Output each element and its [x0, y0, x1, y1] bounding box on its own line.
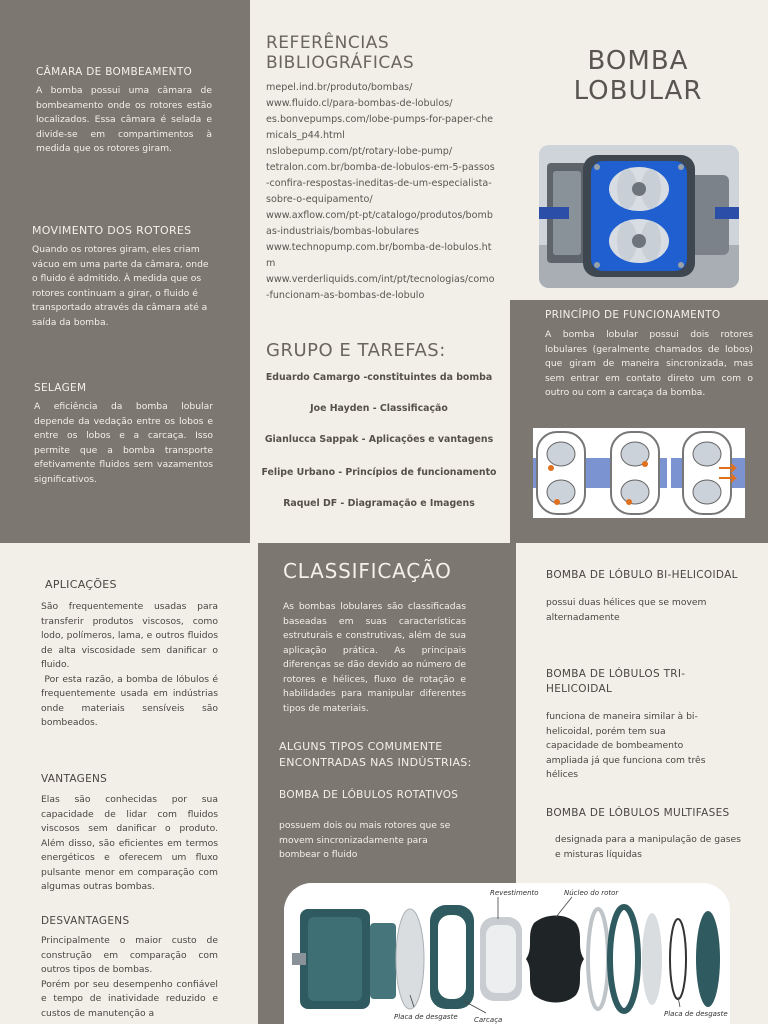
cycle-stage-1	[533, 432, 603, 514]
disadvantages-title: DESVANTAGENS	[41, 915, 130, 927]
advantages-text: Elas são conhecidas por sua capacidade de lidar com fluidos viscosos sem danificar o produto. Além disso, são eficientes em termos energéticos e oferecem um fluxo pulsante menor em comparação com algumas outras bombas.	[41, 794, 218, 892]
group-member: Felipe Urbano - Princípios de funcionamento	[261, 467, 497, 478]
applications-text-2: Por esta razão, a bomba de lóbulos é frequentemente usada em indústrias onde materiais sensíveis são bombeados.	[41, 673, 221, 728]
tri-helical-title: BOMBA DE LÓBULOS TRI-HELICOIDAL	[546, 668, 686, 695]
reference-item[interactable]: tetralon.com.br/bomba-de-lobulos-em-5-passos-confira-respostas-ineditas-de-um-especialista-sobre-o-equipamento/	[266, 162, 495, 205]
chamber-title: CÂMARA DE BOMBEAMENTO	[36, 66, 193, 78]
reference-item[interactable]: es.bonvepumps.com/lobe-pumps-for-paper-chemicals_p44.html	[266, 114, 494, 141]
group-title: GRUPO E TAREFAS:	[266, 340, 446, 361]
exploded-view-image	[284, 883, 730, 1024]
group-member: Raquel DF - Diagramação e Imagens	[283, 498, 475, 509]
applications-panel	[0, 543, 258, 1024]
group-member: Gianlucca Sappak - Aplicações e vantagens	[264, 434, 494, 445]
principle-title: PRINCÍPIO DE FUNCIONAMENTO	[545, 309, 721, 321]
sealing-text: A eficiência da bomba lobular depende da vedação entre os lobos e entre os lobos e a carcaça. Isso permite que a bomba transporte efetivamente fluidos sem vazamentos significativos.	[34, 401, 213, 485]
applications-text: São frequentemente usadas para transferir produtos viscosos, como lodo, polímeros, lama, e outros fluidos de alta viscosidade sem danificar o fluido.	[41, 601, 218, 670]
cycle-stage-2	[597, 432, 667, 514]
reference-item[interactable]: www.verderliquids.com/int/pt/tecnologias/como-funcionam-as-bombas-de-lobulo	[266, 274, 495, 301]
applications-body	[41, 600, 221, 731]
cover-panel	[508, 0, 768, 300]
rotor-movement-text: Quando os rotores giram, eles criam vácuo em uma parte da câmara, onde o fluido é admitido. À medida que os rotores continuam a girar, o fluido é transportado através da câmara até a saída da bomba.	[32, 244, 209, 328]
reference-item[interactable]: nslobepump.com/pt/rotary-lobe-pump/	[266, 146, 453, 157]
rotor-movement-title: MOVIMENTO DOS ROTORES	[32, 224, 192, 237]
disadvantages-text: Principalmente o maior custo de construção em comparação com outros tipos de bombas.	[41, 935, 218, 975]
label-wear-plate-left: Placa de desgaste	[394, 1013, 458, 1021]
rotary-lobes-text: possuem dois ou mais rotores que se movem sincronizadamente para bombear o fluido	[279, 820, 451, 860]
sealing-title: SELAGEM	[34, 382, 87, 394]
chamber-text: A bomba possui uma câmara de bombeamento onde os rotores estão localizados. Essa câmara é selada e divide-se em compartimentos à medida que os rotores giram.	[36, 85, 212, 154]
cycle-stage-3	[671, 432, 745, 514]
reference-item[interactable]: mepel.ind.br/produto/bombas/	[266, 82, 413, 93]
label-wear-plate-right: Placa de desgaste	[664, 1010, 728, 1018]
applications-title: APLICAÇÕES	[45, 578, 117, 591]
group-member: Eduardo Camargo -constituintes da bomba	[265, 372, 493, 383]
disadvantages-text-2: Porém por seu desempenho confiável e tempo de inatividade reduzido e custos de manutenção a	[41, 978, 218, 1019]
group-member: Joe Hayden - Classificação	[310, 403, 448, 414]
disadvantages-body	[41, 934, 218, 1021]
label-housing: Carcaça	[474, 1016, 503, 1024]
advantages-title: VANTAGENS	[41, 773, 108, 785]
reference-item[interactable]: www.axflow.com/pt-pt/catalogo/produtos/bombas-industriais/bombas-lobulares	[266, 210, 493, 237]
left-info-panel	[0, 0, 250, 543]
reference-item[interactable]: www.fluido.cl/para-bombas-de-lobulos/	[266, 98, 453, 109]
cover-title	[548, 46, 728, 106]
pump-photo	[539, 145, 739, 288]
common-types-subtitle: ALGUNS TIPOS COMUMENTE ENCONTRADAS NAS INDÚSTRIAS:	[279, 740, 472, 769]
cover-title-line1: BOMBA	[587, 46, 689, 76]
operating-cycle-diagram	[533, 428, 745, 518]
cover-title-line2: LOBULAR	[573, 76, 703, 106]
references-title: REFERÊNCIAS BIBLIOGRÁFICAS	[266, 33, 415, 73]
label-rotor-core: Núcleo do rotor	[564, 889, 619, 897]
rotor-movement-section	[32, 224, 212, 330]
multiphase-title: BOMBA DE LÓBULOS MULTIFASES	[546, 807, 730, 819]
reference-item[interactable]: www.technopump.com.br/bomba-de-lobulos.htm	[266, 242, 492, 269]
bi-helical-title: BOMBA DE LÓBULO BI-HELICOIDAL	[546, 569, 738, 581]
bi-helical-text: possui duas hélices que se movem alternadamente	[546, 597, 707, 623]
principle-panel	[510, 300, 768, 543]
classification-text: As bombas lobulares são classificadas baseadas em suas características estruturais e construtivas, além de sua aplicação prática. As principais diferenças se dão devido ao número de rotores e hélices, fluxo de rotação e habilidades para manipular diferentes tipos de materiais.	[283, 601, 466, 714]
classification-title: CLASSIFICAÇÃO	[283, 559, 452, 583]
references-panel	[250, 0, 508, 543]
references-list	[266, 80, 496, 304]
chamber-section	[36, 66, 212, 157]
rotary-lobes-title: BOMBA DE LÓBULOS ROTATIVOS	[279, 789, 459, 801]
label-lining: Revestimento	[490, 889, 539, 897]
principle-text: A bomba lobular possui dois rotores lobulares (geralmente chamados de lobos) que giram de maneira sincronizada, mas sem entrar em contato direto um com o outro ou com a carcaça da bomba.	[545, 329, 753, 398]
tri-helical-text: funciona de maneira similar à bi-helicoidal, porém tem sua capacidade de bombeamento ampliada já que funciona com três hélices	[546, 711, 706, 780]
multiphase-text: designada para a manipulação de gases e misturas líquidas	[555, 834, 741, 860]
sealing-section	[34, 382, 213, 487]
